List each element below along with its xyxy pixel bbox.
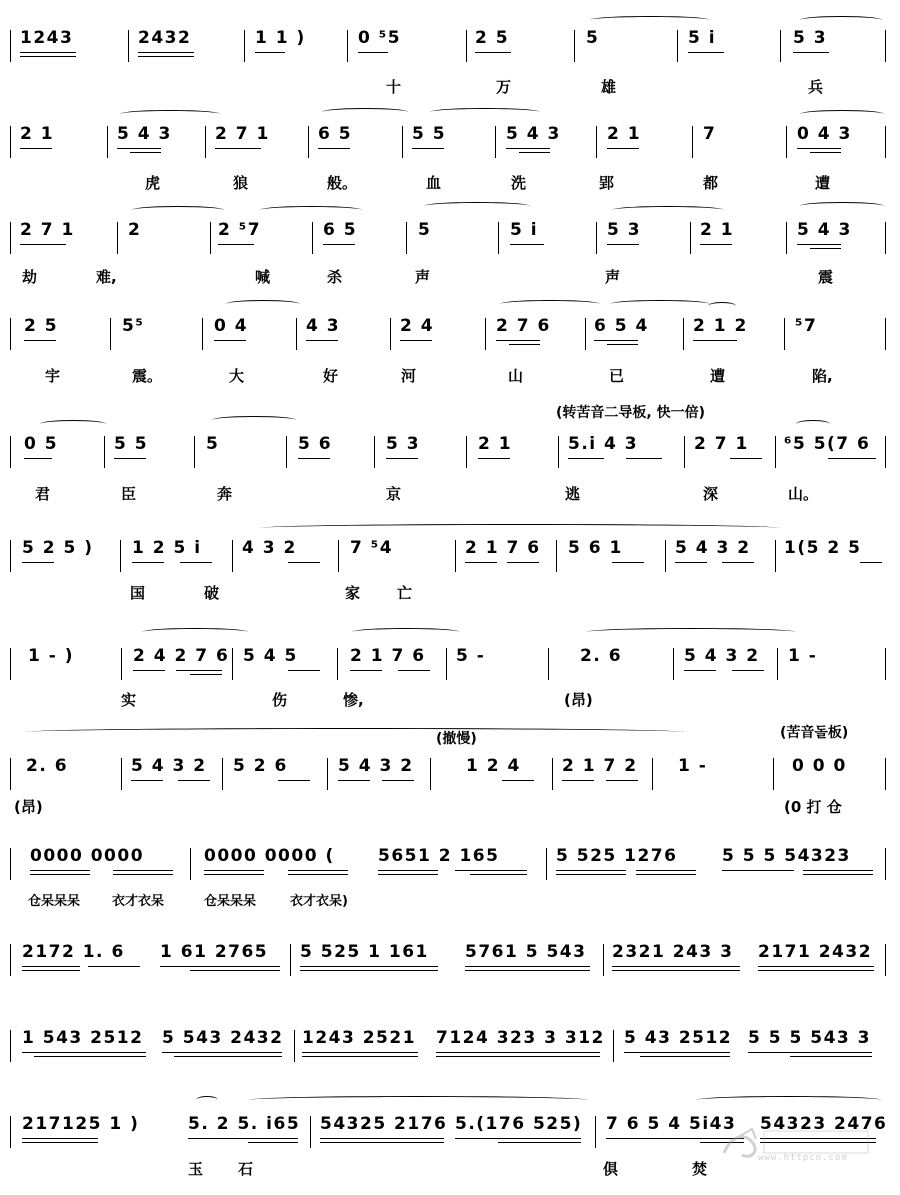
measure: 54323 2476 (760, 1114, 888, 1134)
measure: 5651 2 165 (378, 846, 500, 866)
measure: 5 4 3 (117, 124, 172, 144)
measure: 1 - (788, 646, 818, 666)
staff-row (0, 528, 900, 590)
measure: 0 4 (214, 316, 249, 336)
measure: 5 3 (607, 220, 642, 240)
measure: 5 6 1 (568, 538, 623, 558)
staff-row (0, 114, 900, 176)
measure: 2 (128, 220, 142, 240)
measure: 5. 2 5. i65 (188, 1114, 301, 1134)
measure: 5 4 3 (506, 124, 561, 144)
staff-row (0, 932, 900, 994)
measure: 7 (703, 124, 717, 144)
lyric: 奔 (217, 485, 233, 503)
measure: 5 525 1 161 (300, 942, 429, 962)
measure: 2 1 2 (693, 316, 748, 336)
lyric: 俱 (603, 1160, 619, 1178)
measure: 7 ⁵4 (350, 538, 394, 558)
measure: 0000 0000 (30, 846, 145, 866)
staff-row (0, 746, 900, 808)
measure: 6 5 (323, 220, 358, 240)
measure: 5761 5 543 (465, 942, 587, 962)
lyric: 亡 (397, 584, 413, 602)
measure: 5 4 3 (797, 220, 852, 240)
measure: 2 5 (475, 28, 510, 48)
lyric: 遭 (710, 367, 726, 385)
lyric: 喊 (255, 268, 271, 286)
lyric: 杀 (327, 268, 343, 286)
measure: 5 i (510, 220, 539, 240)
measure: 0 4 3 (797, 124, 852, 144)
measure: 5 5 5 54323 (722, 846, 851, 866)
measure: 0 0 0 (792, 756, 847, 776)
measure: 2 1 (20, 124, 55, 144)
lyric: 山 (508, 367, 524, 385)
measure: 1(5 2 5 (784, 538, 862, 558)
measure: 5 2 5 ) (22, 538, 94, 558)
staff-row (0, 18, 900, 80)
measure: 2 7 1 (215, 124, 270, 144)
measure: 2 1 (478, 434, 513, 454)
measure: 1 2 4 (466, 756, 521, 776)
measure: 5 (586, 28, 600, 48)
lyric: 石 (238, 1160, 254, 1178)
lyric: 般。 (327, 174, 358, 192)
lyric: 破 (204, 584, 220, 602)
lyric: 君 (35, 485, 51, 503)
lyric: 山。 (788, 485, 819, 503)
measure: 2321 243 3 (612, 942, 734, 962)
staff-row (0, 306, 900, 368)
lyric: 十 (386, 78, 402, 96)
measure: 2 4 (400, 316, 435, 336)
measure: 2. 6 (26, 756, 69, 776)
measure: 0 ⁵5 (358, 28, 402, 48)
lyric: (0 打 仓 (784, 798, 842, 816)
measure: 2172 1. 6 (22, 942, 125, 962)
measure: 7124 323 3 312 (436, 1028, 605, 1048)
measure: 2 1 7 2 (562, 756, 638, 776)
watermark-text: www.httpcn.com (758, 1153, 848, 1163)
measure: 5 2 6 (233, 756, 288, 776)
lyric: 万 (496, 78, 512, 96)
measure: 7 6 5 4 5i43 (606, 1114, 737, 1134)
lyric: 国 (130, 584, 146, 602)
lyric: 郢 (599, 174, 615, 192)
measure: 2 1 (700, 220, 735, 240)
measure: 2 1 7 6 (465, 538, 541, 558)
measure: 5 (206, 434, 220, 454)
tempo-annotation: (苦音돌板) (780, 725, 849, 741)
lyric: 大 (229, 367, 245, 385)
measure: 1 543 2512 (22, 1028, 144, 1048)
lyric: 洗 (511, 174, 527, 192)
lyric: 仓呆呆呆 (28, 894, 81, 909)
lyric: 遭 (815, 174, 831, 192)
lyric: 虎 (145, 174, 161, 192)
lyric: 家 (345, 584, 361, 602)
measure: 1243 (20, 28, 74, 48)
staff-row (0, 836, 900, 898)
measure: 2 7 6 (496, 316, 551, 336)
lyric: 仓呆呆呆 (204, 894, 257, 909)
lyric: 焚 (692, 1160, 708, 1178)
lyric: 臣 (121, 485, 137, 503)
measure: 2 4 2 7 6 (133, 646, 230, 666)
lyric: 实 (121, 691, 137, 709)
measure: 5 4 5 (243, 646, 298, 666)
lyric: 玉 (188, 1160, 204, 1178)
lyric: 宇 (45, 367, 61, 385)
staff-row (0, 424, 900, 486)
measure: 2 1 (607, 124, 642, 144)
measure: 1 - (678, 756, 708, 776)
staff-row (0, 210, 900, 272)
lyric: 声 (605, 268, 621, 286)
measure: 217125 1 ) (22, 1114, 140, 1134)
lyric: 声 (415, 268, 431, 286)
measure: 5⁵ (122, 316, 145, 336)
measure: 2 7 1 (20, 220, 75, 240)
lyric: (昂) (14, 798, 43, 816)
lyric: 陷, (812, 367, 833, 385)
measure: 1243 2521 (302, 1028, 417, 1048)
lyric: 狼 (233, 174, 249, 192)
watermark-logo (718, 1123, 878, 1167)
lyric: (昂) (564, 691, 593, 709)
lyric: 已 (609, 367, 625, 385)
measure: ⁵7 (795, 316, 818, 336)
measure: 5 4 3 2 (338, 756, 414, 776)
measure: 1 61 2765 (160, 942, 269, 962)
measure: 5 - (456, 646, 486, 666)
measure: 5 543 2432 (162, 1028, 284, 1048)
tempo-annotation: (转苦音二导板, 快一倍) (556, 405, 705, 421)
measure: 5.i 4 3 (568, 434, 639, 454)
measure: 2 7 1 (694, 434, 749, 454)
lyric: 震。 (132, 367, 163, 385)
measure: 6 5 4 (594, 316, 649, 336)
lyric: 都 (703, 174, 719, 192)
tempo-annotation: (撤慢) (436, 731, 477, 747)
measure: 6 5 (318, 124, 353, 144)
measure: 5 5 (412, 124, 447, 144)
measure: 2432 (138, 28, 192, 48)
measure: 5 5 5 543 3 (748, 1028, 871, 1048)
lyric: 深 (703, 485, 719, 503)
measure: 5 3 (793, 28, 828, 48)
measure: 5 4 3 2 (131, 756, 207, 776)
lyric: 京 (386, 485, 402, 503)
measure: 4 3 (306, 316, 341, 336)
measure: 0 5 (24, 434, 59, 454)
measure: 5 5 (114, 434, 149, 454)
lyric: 逃 (565, 485, 581, 503)
lyric: 雄 (601, 78, 617, 96)
lyric: 衣才衣呆 (112, 894, 165, 909)
measure: 1 1 ) (255, 28, 306, 48)
measure: 5 4 3 2 (684, 646, 760, 666)
lyric: 难, (96, 268, 117, 286)
measure: 5 525 1276 (556, 846, 678, 866)
measure: 5 6 (298, 434, 333, 454)
measure: 1 2 5 i (132, 538, 202, 558)
measure: 5.(176 525) (455, 1114, 583, 1134)
measure: 2 5 (24, 316, 59, 336)
measure: 2. 6 (580, 646, 623, 666)
lyric: 河 (401, 367, 417, 385)
lyric: 劫 (22, 268, 38, 286)
lyric: 好 (323, 367, 339, 385)
measure: 0000 0000 ( (204, 846, 335, 866)
lyric: 血 (426, 174, 442, 192)
measure: 5 43 2512 (624, 1028, 733, 1048)
lyric: 震 (818, 268, 834, 286)
lyric: 伤 (272, 691, 288, 709)
lyric: 兵 (808, 78, 824, 96)
measure: 2 1 7 6 (350, 646, 426, 666)
lyric: 惨, (343, 691, 364, 709)
measure: 5 4 3 2 (675, 538, 751, 558)
staff-row (0, 1018, 900, 1080)
measure: 5 3 (386, 434, 421, 454)
measure: 4 3 2 (242, 538, 297, 558)
lyric: 衣才衣呆) (290, 894, 348, 909)
measure: 54325 2176 (320, 1114, 448, 1134)
measure: ⁶5 5(7 6 (784, 434, 871, 454)
measure: 2 ⁵7 (218, 220, 262, 240)
measure: 2171 2432 (758, 942, 873, 962)
measure: 1 - ) (28, 646, 74, 666)
measure: 5 (418, 220, 432, 240)
measure: 5 i (688, 28, 717, 48)
